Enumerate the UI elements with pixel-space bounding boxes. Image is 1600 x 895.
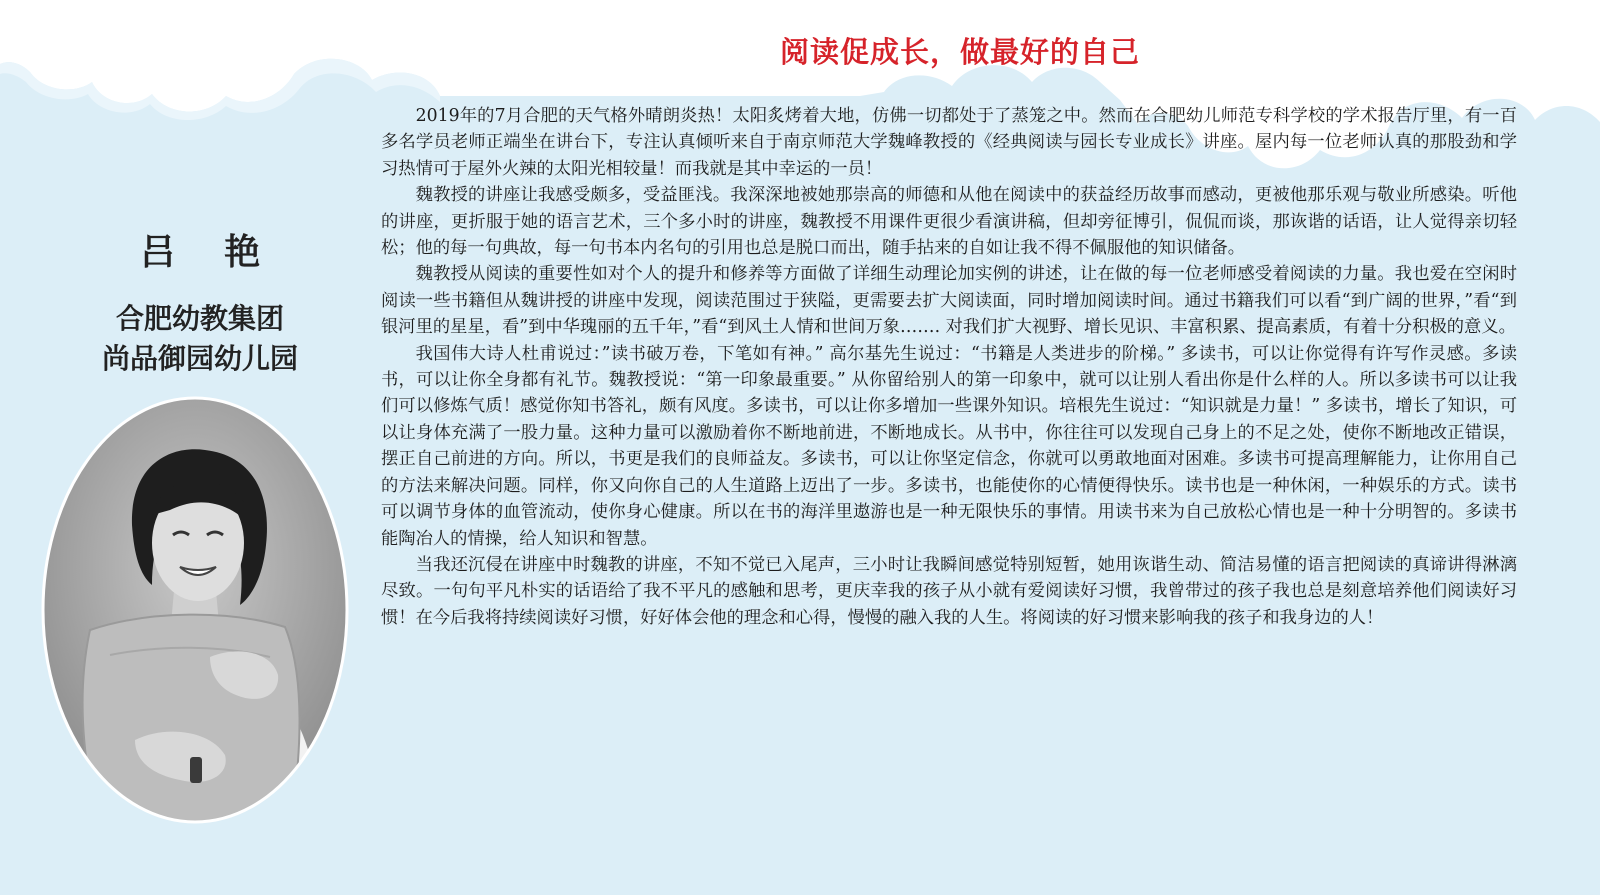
article-paragraph: 我国伟大诗人杜甫说过：”读书破万卷，下笔如有神。” 高尔基先生说过：“书籍是人类进步的阶梯。” 多读书，可以让你觉得有许写作灵感。多读书，可以让你全身都有礼节。魏教授说：“第一印象最重要。” 从你留给别人的第一印象中，就可以让别人看出你是什么样的人。所以多读书可以让我们可以修炼气质！感觉你知书答礼，颇有风度。多读书，可以让你多增加一些课外知识。培根先生说过：“知识就是力量！” 多读书，增长了知识，可以让身体充满了一股力量。这种力量可以激励着你不断地前进，不断地成长。从书中，你往往可以发现自己身上的不足之处，使你不断地改正错误，摆正自己前进的方向。所以，书更是我们的良师益友。多读书，可以让你坚定信念，你就可以勇敢地面对困难。多读书可提高理解能力，让你用自己的方法来解决问题。同样，你又向你自己的人生道路上迈出了一步。多读书，也能使你的心情便得快乐。读书也是一种休闲，一种娱乐的方式。读书可以调节身体的血管流动，使你身心健康。所以在书的海洋里遨游也是一种无限快乐的事情。用读书来为自己放松心情也是一种十分明智的。多读书能陶冶人的情操，给人知识和智慧。 bbox=[381, 343, 1517, 549]
article-paragraph: 魏教授的讲座让我感受颇多，受益匪浅。我深深地被她那崇高的师德和从他在阅读中的获益经历故事而感动，更被他那乐观与敬业所感染。听他的讲座，更折服于她的语言艺术，三个多小时的讲座，魏教授不用课件更很少看演讲稿，但却旁征博引，侃侃而谈，那诙谐的话语，让人觉得亲切轻松；他的每一句典故，每一句书本内名句的引用也总是脱口而出，随手拈来的自如让我不得不佩服他的知识储备。 bbox=[381, 185, 1517, 259]
article-body bbox=[381, 103, 1517, 631]
article-paragraph: 2019年的7月合肥的天气格外晴朗炎热！太阳炙烤着大地，仿佛一切都处于了蒸笼之中。然而在合肥幼儿师范专科学校的学术报告厅里，有一百多名学员老师正端坐在讲台下，专注认真倾听来自于南京师范大学魏峰教授的《经典阅读与园长专业成长》讲座。屋内每一位老师认真的那股劲和学习热情可于屋外火辣的太阳光相较量！而我就是其中幸运的一员！ bbox=[381, 106, 1517, 179]
page-title: 阅读促成长，做最好的自己 bbox=[780, 35, 1141, 69]
author-school: 尚品御园幼儿园 bbox=[101, 342, 298, 375]
author-name: 吕 艳 bbox=[139, 232, 279, 273]
author-organization: 合肥幼教集团 bbox=[115, 302, 284, 335]
portrait-photo bbox=[40, 395, 350, 825]
article-paragraph: 当我还沉侵在讲座中时魏教的讲座，不知不觉已入尾声，三小时让我瞬间感觉特别短暂，她用诙谐生动、简洁易懂的语言把阅读的真谛讲得淋漓尽致。一句句平凡朴实的话语给了我不平凡的感触和思考，更庆幸我的孩子从小就有爱阅读好习惯，我曾带过的孩子我也总是刻意培养他们阅读好习惯！在今后我将持续阅读好习惯，好好体会他的理念和心得，慢慢的融入我的人生。将阅读的好习惯来影响我的孩子和我身边的人！ bbox=[381, 554, 1517, 628]
article-paragraph: 魏教授从阅读的重要性如对个人的提升和修养等方面做了详细生动理论加实例的讲述，让在做的每一位老师感受着阅读的力量。我也爱在空闲时阅读一些书籍但从魏讲授的讲座中发现，阅读范围过于狭隘，更需要去扩大阅读面，同时增加阅读时间。通过书籍我们可以看“到广阔的世界，”看“到银河里的星星，看”到中华瑰丽的五千年，”看“到风土人情和世间万象……. 对我们扩大视野、增长见识、丰富积累、提高素质，有着十分积极的意义。 bbox=[381, 264, 1517, 338]
